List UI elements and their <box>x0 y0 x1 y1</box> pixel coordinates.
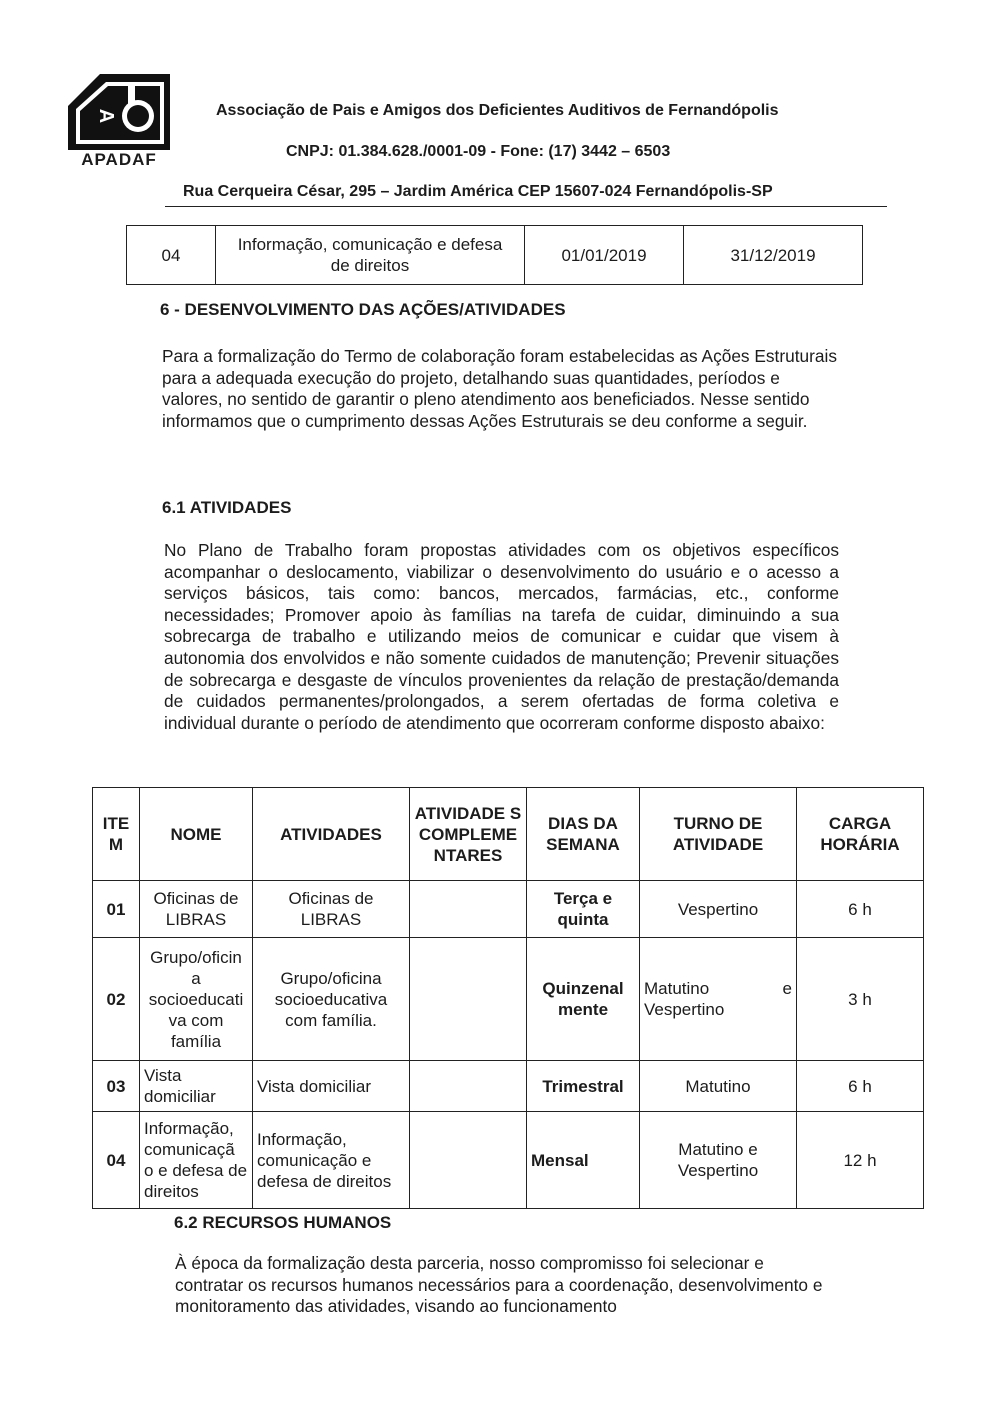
table-row <box>93 1061 924 1112</box>
row-turno: Matutino <box>640 1061 797 1112</box>
row-nome: Grupo/oficin a socioeducati va com família <box>140 938 253 1061</box>
row-item: 04 <box>93 1112 140 1209</box>
row-complementares <box>410 1061 527 1112</box>
row-atividades: Oficinas de LIBRAS <box>253 881 410 938</box>
header-dias: DIAS DA SEMANA <box>527 788 640 881</box>
section-6-2-paragraph: À época da formalização desta parceria, nosso compromisso foi selecionar e contratar os recursos humanos necessários para a coordenação, desenvolvimento e monitoramento das atividades, visando ao funcionamento <box>175 1253 823 1317</box>
section-6-1-title: 6.1 ATIVIDADES <box>162 498 292 517</box>
row-carga: 6 h <box>797 881 924 938</box>
row-nome: Oficinas de LIBRAS <box>140 881 253 938</box>
row-atividades: Grupo/oficina socioeducativa com família. <box>253 938 410 1061</box>
start-date-cell: 01/01/2019 <box>525 226 684 285</box>
row-nome: Informação, comunicaçã o e defesa de direitos <box>140 1112 253 1209</box>
row-complementares <box>410 881 527 938</box>
row-dias: Trimestral <box>527 1061 640 1112</box>
row-complementares <box>410 938 527 1061</box>
row-carga: 12 h <box>797 1112 924 1209</box>
logo-text: APADAF <box>81 150 157 169</box>
row-dias: Quinzenal mente <box>527 938 640 1061</box>
continuation-table <box>126 225 863 285</box>
section-6-2-title: 6.2 RECURSOS HUMANOS <box>174 1213 392 1232</box>
row-atividades: Informação, comunicação e defesa de direitos <box>253 1112 410 1209</box>
table-row <box>93 1112 924 1209</box>
section-6-title: 6 - DESENVOLVIMENTO DAS AÇÕES/ATIVIDADES <box>160 300 566 319</box>
header-divider <box>165 206 887 207</box>
apadaf-logo <box>60 72 178 168</box>
activities-table <box>92 787 924 1209</box>
table-row <box>93 881 924 938</box>
logo-letter: A <box>95 108 117 124</box>
header-complementares: ATIVIDADE S COMPLEME NTARES <box>410 788 527 881</box>
address-line: Rua Cerqueira César, 295 – Jardim América CEP 15607-024 Fernandópolis-SP <box>183 183 773 200</box>
table-row <box>127 226 863 285</box>
row-turno: Matutino e Vespertino <box>640 1112 797 1209</box>
row-carga: 3 h <box>797 938 924 1061</box>
row-nome: Vista domiciliar <box>140 1061 253 1112</box>
row-turno: Vespertino <box>640 881 797 938</box>
table-row <box>93 938 924 1061</box>
row-item: 01 <box>93 881 140 938</box>
row-atividades: Vista domiciliar <box>253 1061 410 1112</box>
header-turno: TURNO DE ATIVIDADE <box>640 788 797 881</box>
description-line-1: Informação, comunicação e defesa <box>237 235 503 254</box>
section-6-paragraph: Para a formalização do Termo de colaboração foram estabelecidas as Ações Estruturais para a adequada execução do projeto, detalhando suas quantidades, períodos e valores, no sentido de garantir o pleno atendimento aos beneficiados. Nesse sentido informamos que o cumprimento dessas Ações Estruturais se deu conforme a seguir. <box>162 346 837 431</box>
row-dias: Terça e quinta <box>527 881 640 938</box>
description-line-2: de direitos <box>330 256 410 275</box>
description-cell <box>216 226 525 285</box>
cnpj-line: CNPJ: 01.384.628./0001-09 - Fone: (17) 3442 – 6503 <box>286 143 671 160</box>
header-nome: NOME <box>140 788 253 881</box>
org-name: Associação de Pais e Amigos dos Deficientes Auditivos de Fernandópolis <box>216 102 779 119</box>
section-6-1-paragraph: No Plano de Trabalho foram propostas atividades com os objetivos específicos acompanhar o deslocamento, viabilizar o desenvolvimento do usuário e o acesso a serviços básicos, tais como: bancos, mercados, farmácias, etc., conforme necessidades; Promover apoio às famílias na tarefa de cuidar, diminuindo a sua sobrecarga de trabalho e utilizando meios de comunicar e cuidar que visem à autonomia dos envolvidos e não somente cuidados de manutenção; Prevenir situações de sobrecarga e desgaste de vínculos provenientes da relação de prestação/demanda de cuidados permanentes/prolongados, a serem ofertadas de forma coletiva e individual durante o período de atendimento que ocorreram conforme disposto abaixo: <box>164 540 839 733</box>
apadaf-logo-mark <box>60 72 178 150</box>
header-item: ITE M <box>93 788 140 881</box>
header-carga: CARGA HORÁRIA <box>797 788 924 881</box>
header-atividades: ATIVIDADES <box>253 788 410 881</box>
row-complementares <box>410 1112 527 1209</box>
row-dias: Mensal <box>527 1112 640 1209</box>
row-item: 02 <box>93 938 140 1061</box>
row-item: 03 <box>93 1061 140 1112</box>
row-turno: Matutino e Vespertino <box>640 938 797 1061</box>
item-cell: 04 <box>127 226 216 285</box>
row-carga: 6 h <box>797 1061 924 1112</box>
end-date-cell: 31/12/2019 <box>684 226 863 285</box>
table-header-row <box>93 788 924 881</box>
